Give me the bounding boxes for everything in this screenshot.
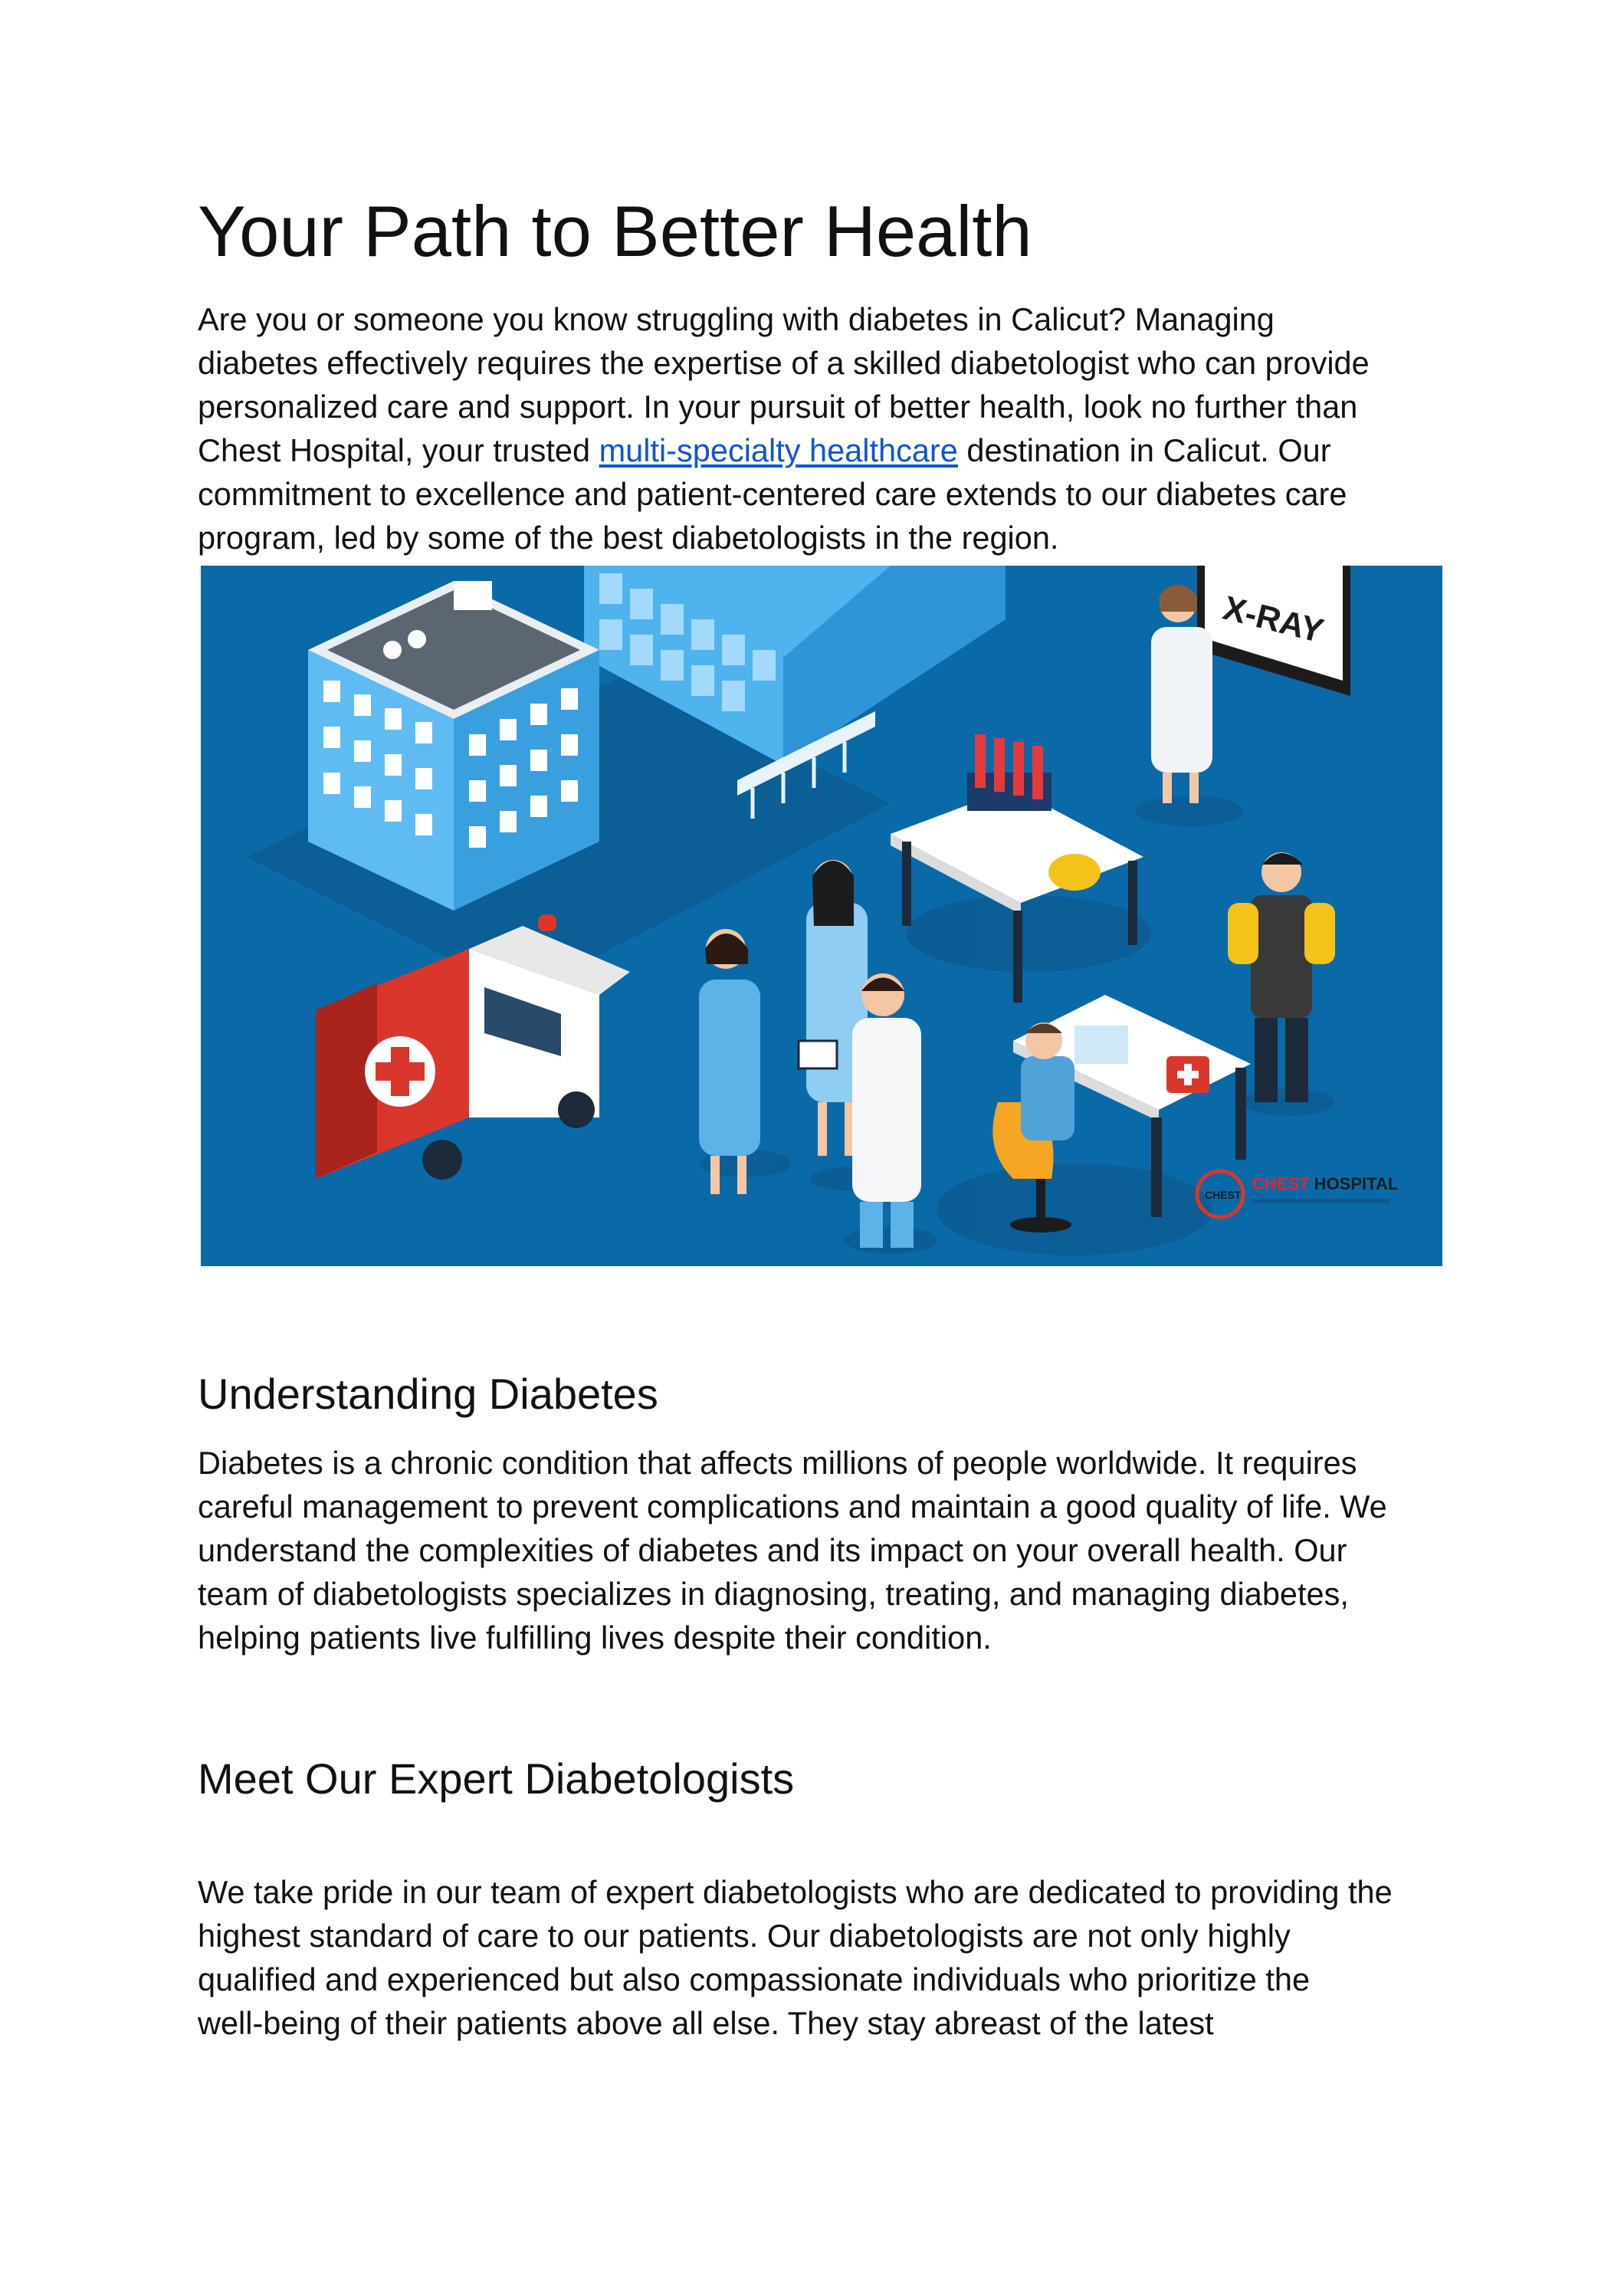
intro-line: commitment to excellence and patient-centered care extends to our diabetes care: [198, 476, 1347, 512]
paragraph-line: understand the complexities of diabetes and its impact on your overall health. Our: [198, 1532, 1347, 1568]
intro-line: [198, 428, 1455, 472]
intro-line: program, led by some of the best diabetologists in the region.: [198, 520, 1059, 556]
intro-line: Are you or someone you know struggling with diabetes in Calicut? Managing: [198, 301, 1275, 337]
paragraph-line: highest standard of care to our patients. Our diabetologists are not only highly: [198, 1918, 1291, 1954]
section-heading-meet-experts: Meet Our Expert Diabetologists: [198, 1754, 795, 1803]
intro-paragraph: [198, 297, 1455, 560]
logo-mark-text: CHEST: [1205, 1189, 1242, 1201]
intro-text: Chest Hospital, your trusted: [198, 432, 599, 468]
intro-text: destination in Calicut. Our: [957, 432, 1331, 468]
logo-brand-dark: HOSPITAL: [1309, 1174, 1399, 1193]
paragraph-line: well-being of their patients above all else. They stay abreast of the latest: [198, 2005, 1214, 2041]
logo-wordmark: [1252, 1174, 1398, 1193]
meet-experts-paragraph: [198, 1870, 1455, 2045]
understanding-diabetes-paragraph: [198, 1441, 1455, 1659]
intro-line: diabetes effectively requires the expertise of a skilled diabetologist who can provide: [198, 345, 1370, 381]
paragraph-line: Diabetes is a chronic condition that affects millions of people worldwide. It requires: [198, 1445, 1357, 1481]
section-heading-understanding-diabetes: Understanding Diabetes: [198, 1370, 658, 1418]
page-title: Your Path to Better Health: [198, 191, 1032, 271]
hospital-illustration: [201, 566, 1442, 1266]
paragraph-line: qualified and experienced but also compassionate individuals who prioritize the: [198, 1961, 1311, 1997]
logo-brand-red: CHEST: [1252, 1174, 1310, 1193]
hospital-building: [308, 581, 599, 911]
xray-sign-text: X-RAY: [1219, 589, 1327, 651]
multi-specialty-healthcare-link[interactable]: multi-specialty healthcare: [599, 432, 958, 468]
paragraph-line: We take pride in our team of expert diabetologists who are dedicated to providing the: [198, 1874, 1393, 1910]
paragraph-line: careful management to prevent complications and maintain a good quality of life. We: [198, 1488, 1387, 1524]
intro-line: personalized care and support. In your pursuit of better health, look no further than: [198, 389, 1358, 425]
paragraph-line: helping patients live fulfilling lives despite their condition.: [198, 1620, 992, 1656]
paragraph-line: team of diabetologists specializes in diagnosing, treating, and managing diabetes,: [198, 1576, 1349, 1612]
